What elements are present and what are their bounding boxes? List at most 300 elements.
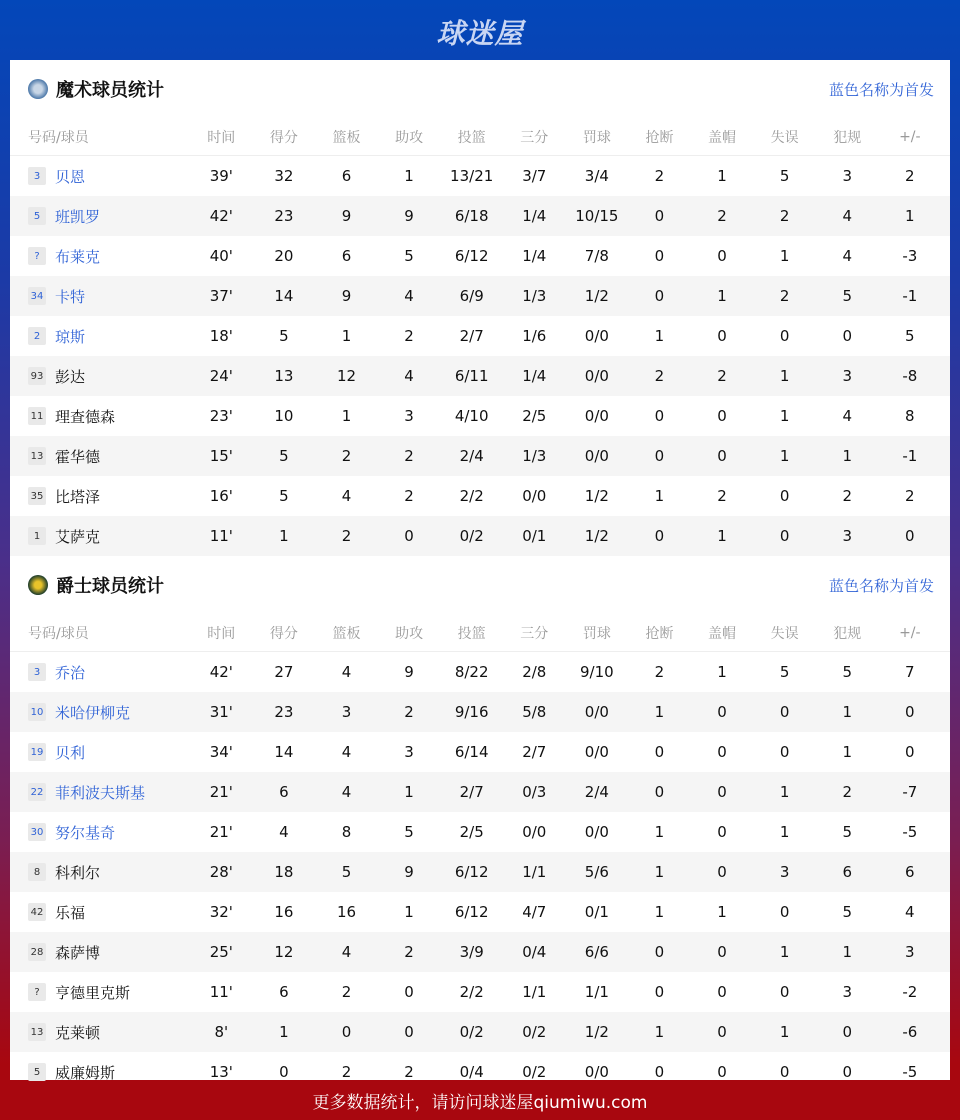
section-title: 爵士球员统计 [56,576,164,597]
stat-cell: 9 [404,207,414,225]
stat-cell: 4/10 [454,407,489,425]
player-cell [10,742,190,763]
jersey-icon: 19 [28,743,46,761]
stat-cell: 2 [404,943,414,961]
stat-cell: 18' [209,327,233,345]
stat-cell: 5 [842,287,852,305]
jersey-icon: ? [28,983,46,1001]
stat-cell: 5 [341,863,352,881]
jersey-icon: 35 [28,487,46,505]
stat-cell: 10 [274,407,294,425]
column-header: 时间 [207,625,236,642]
stat-cell: 18 [274,863,294,881]
stat-cell: 9 [341,287,352,305]
stat-cell: 1 [842,703,852,721]
column-header: 得分 [269,625,298,642]
stat-cell: 3 [341,703,352,721]
stat-cell: 6 [279,783,289,801]
stat-cell: 0 [717,783,727,801]
stat-cell: 7/8 [584,247,609,265]
stat-cell: 1 [717,663,727,681]
stat-cell: 2 [404,327,414,345]
stat-cell: 0/0 [522,823,547,841]
stat-cell: 5 [779,167,790,185]
column-header: 篮板 [332,625,361,642]
player-row[interactable] [10,196,950,236]
stat-cell: 1 [404,903,414,921]
stat-cell: 0/2 [522,1023,547,1041]
player-row[interactable] [10,276,950,316]
column-header: 三分 [520,129,549,146]
stat-cell: 2/2 [459,487,484,505]
stat-cell: 11' [209,527,233,545]
stat-cell: 13' [209,1063,233,1081]
stat-cell: 0 [717,407,727,425]
stat-cell: 0 [654,247,665,265]
stat-cell: 4 [279,823,289,841]
stat-cell: 0 [717,703,727,721]
stat-cell: 1 [717,903,727,921]
player-cell [10,702,190,723]
stat-cell: 12 [274,943,294,961]
stat-cell: 5 [279,487,289,505]
jersey-icon: 30 [28,823,46,841]
player-name[interactable]: 贝恩 [55,167,86,186]
stat-cell: 3 [842,527,852,545]
stat-cell: 1/4 [522,207,547,225]
team-section [10,556,950,1092]
stat-cell: 2 [341,527,352,545]
stat-cell: -5 [902,1063,918,1081]
column-header: 失误 [770,625,799,642]
column-header: 三分 [520,625,549,642]
stat-cell: 27 [274,663,294,681]
stat-cell: 1/4 [522,247,547,265]
stat-cell: 3/9 [459,943,484,961]
player-name[interactable]: 乔治 [55,663,86,682]
player-row[interactable] [10,396,950,436]
stat-cell: 1 [341,327,352,345]
jersey-icon: 8 [28,863,46,881]
player-cell [10,782,190,803]
team-logo-icon [28,575,48,595]
player-name[interactable]: 卡特 [55,287,86,306]
player-name[interactable]: 彭达 [55,367,86,386]
stat-cell: 39' [209,167,233,185]
stat-cell: 0 [779,903,790,921]
stat-cell: 20 [274,247,294,265]
stat-cell: 3 [842,983,852,1001]
stat-cell: 6/12 [454,863,489,881]
stat-cell: 0 [779,703,790,721]
player-cell [10,406,190,427]
player-name[interactable]: 亨德里克斯 [55,983,131,1002]
player-row[interactable] [10,732,950,772]
stat-cell: 4 [341,663,352,681]
column-header: 失误 [770,129,799,146]
stat-cell: 6/11 [454,367,489,385]
jersey-icon: 42 [28,903,46,921]
stat-cell: 1 [779,367,790,385]
stat-cell: 37' [209,287,233,305]
stat-cell: 0/0 [584,1063,609,1081]
stat-cell: 1 [779,823,790,841]
stat-cell: 0/3 [522,783,547,801]
stat-cell: 1/3 [522,287,547,305]
stat-cell: 0 [779,487,790,505]
stat-cell: 21' [209,823,233,841]
stat-cell: 0 [341,1023,352,1041]
stat-cell: -5 [902,823,918,841]
stat-cell: 2/8 [522,663,547,681]
player-row[interactable] [10,436,950,476]
jersey-icon: 34 [28,287,46,305]
stat-cell: 5 [842,903,852,921]
player-name[interactable]: 琼斯 [55,327,86,346]
stat-cell: 2/5 [459,823,484,841]
stat-cell: 23 [274,207,294,225]
stat-cell: 8 [905,407,915,425]
stat-cell: 9/16 [454,703,489,721]
stat-cell: 2 [654,367,665,385]
player-name[interactable]: 威廉姆斯 [55,1063,116,1082]
section-header [10,60,950,118]
stat-cell: 1 [779,407,790,425]
section-title: 魔术球员统计 [56,80,164,101]
stat-cell: 12 [336,367,357,385]
stat-cell: 4 [341,783,352,801]
stat-cell: 31' [209,703,233,721]
player-row[interactable] [10,692,950,732]
player-row[interactable] [10,852,950,892]
stat-cell: 0/0 [584,743,609,761]
stat-cell: 4 [842,407,852,425]
stat-cell: 0 [654,207,665,225]
stat-cell: 23' [209,407,233,425]
column-header: 犯规 [833,129,862,146]
jersey-icon: 3 [28,167,46,185]
stat-cell: 2 [341,1063,352,1081]
stat-cell: 0/4 [522,943,547,961]
player-row[interactable] [10,316,950,356]
stat-cell: 4 [341,487,352,505]
stat-cell: 2 [717,367,727,385]
player-name[interactable]: 霍华德 [55,447,101,466]
stat-cell: 0 [404,983,414,1001]
player-name[interactable]: 理查德森 [55,407,116,426]
column-header: +/- [899,624,921,641]
player-cell [10,662,190,683]
player-name[interactable]: 艾萨克 [55,527,101,546]
stat-cell: 6/9 [459,287,484,305]
stat-cell: 42' [209,663,233,681]
player-name[interactable]: 科利尔 [55,863,101,882]
stat-cell: 1 [654,823,665,841]
stat-cell: 5 [404,247,414,265]
player-cell [10,526,190,547]
column-header: 犯规 [833,625,862,642]
stat-cell: 0/1 [584,903,609,921]
player-row[interactable] [10,356,950,396]
stat-cell: 1 [717,527,727,545]
stat-cell: 4 [842,247,852,265]
stat-cell: 4 [905,903,915,921]
player-row[interactable] [10,812,950,852]
player-cell [10,486,190,507]
stat-cell: 10/15 [575,207,619,225]
stats-card [10,60,950,1080]
stat-cell: 2 [404,447,414,465]
player-cell [10,1022,190,1043]
stat-cell: 0/0 [584,703,609,721]
stat-cell: 6 [905,863,915,881]
stat-cell: 3 [404,407,414,425]
stat-cell: 8 [341,823,352,841]
stat-cell: 5 [779,663,790,681]
jersey-icon: 2 [28,327,46,345]
player-row[interactable] [10,772,950,812]
stat-cell: 0/1 [522,527,547,545]
stat-cell: 3 [842,167,852,185]
stat-cell: 2/4 [584,783,609,801]
stat-cell: 1 [779,247,790,265]
column-header: 时间 [207,129,236,146]
stat-cell: 0/0 [584,327,609,345]
stat-cell: 0 [779,1063,790,1081]
stat-cell: 4/7 [522,903,547,921]
stat-cell: 0/4 [459,1063,484,1081]
stat-cell: 0/0 [584,823,609,841]
player-row[interactable] [10,156,950,196]
player-cell [10,982,190,1003]
player-row[interactable] [10,1012,950,1052]
stat-cell: 0 [654,743,665,761]
stat-cell: 5 [842,663,852,681]
player-cell [10,446,190,467]
stat-cell: 2 [717,487,727,505]
stat-cell: 42' [209,207,233,225]
stat-cell: 0/2 [522,1063,547,1081]
stat-cell: 0 [654,983,665,1001]
jersey-icon: 1 [28,527,46,545]
player-row[interactable] [10,236,950,276]
column-header: 抢断 [645,129,674,146]
footer-text: 更多数据统计，请访问球迷屋qiumiwu.com [312,1092,648,1113]
player-row[interactable] [10,476,950,516]
stat-cell: 0 [654,527,665,545]
stat-cell: 2 [905,487,915,505]
stat-cell: 2/4 [459,447,484,465]
stat-cell: 4 [404,367,414,385]
player-name[interactable]: 布莱克 [55,247,101,266]
stat-cell: 16 [336,903,357,921]
stat-cell: 14 [274,743,294,761]
player-cell [10,822,190,843]
stat-cell: 4 [341,743,352,761]
stat-cell: 0 [654,1063,665,1081]
player-row[interactable] [10,972,950,1012]
stat-cell: 1 [279,527,289,545]
column-header: 投篮 [457,625,486,642]
player-row[interactable] [10,892,950,932]
stat-cell: 2 [905,167,915,185]
stat-cell: 6 [842,863,852,881]
stat-cell: 4 [404,287,414,305]
column-header: 得分 [269,129,298,146]
stat-cell: -1 [902,447,918,465]
stat-cell: 0 [717,247,727,265]
stat-cell: 0 [779,327,790,345]
column-header: 助攻 [395,129,424,146]
column-header: 罚球 [582,625,611,642]
stat-cell: 9 [341,207,352,225]
stat-cell: 1 [717,287,727,305]
stat-cell: 13/21 [450,167,494,185]
stat-cell: 4 [341,943,352,961]
table-header [10,614,950,652]
player-cell [10,286,190,307]
stat-cell: 1 [842,943,852,961]
stat-cell: 25' [209,943,233,961]
starter-note: 蓝色名称为首发 [828,80,934,99]
stat-cell: 0 [779,527,790,545]
stat-cell: 2 [842,487,852,505]
stat-cell: 0/2 [459,527,484,545]
jersey-icon: 11 [28,407,46,425]
jersey-icon: 28 [28,943,46,961]
stat-cell: 6 [279,983,289,1001]
stat-cell: 1 [279,1023,289,1041]
stat-cell: 3 [779,863,790,881]
stat-cell: 0 [654,943,665,961]
stat-cell: 2 [842,783,852,801]
stat-cell: 0 [905,743,915,761]
column-header: 号码/球员 [28,625,89,642]
jersey-icon: 13 [28,447,46,465]
column-header: 投篮 [457,129,486,146]
stat-cell: 8/22 [454,663,489,681]
stat-cell: 6/14 [454,743,489,761]
player-name[interactable]: 森萨博 [55,943,101,962]
player-name[interactable]: 克莱顿 [55,1023,101,1042]
jersey-icon: 5 [28,207,46,225]
stat-cell: 7 [905,663,915,681]
stat-cell: 0 [654,783,665,801]
stat-cell: 0 [717,743,727,761]
stat-cell: 1 [717,167,727,185]
jersey-icon: ? [28,247,46,265]
stat-cell: 0 [279,1063,289,1081]
stat-cell: 28' [209,863,233,881]
stat-cell: 24' [209,367,233,385]
stat-cell: 1 [341,407,352,425]
column-header: 盖帽 [708,625,737,642]
stat-cell: 1/4 [522,367,547,385]
stat-cell: 5 [905,327,915,345]
player-row[interactable] [10,652,950,692]
stat-cell: 5 [842,823,852,841]
player-name[interactable]: 班凯罗 [55,207,101,226]
stat-cell: 6 [341,247,352,265]
stat-cell: 0 [717,983,727,1001]
stat-cell: -1 [902,287,918,305]
stat-cell: 0 [717,447,727,465]
stat-cell: 9 [404,663,414,681]
stat-cell: 9 [404,863,414,881]
player-name[interactable]: 米哈伊柳克 [55,703,131,722]
stat-cell: -2 [902,983,918,1001]
player-name[interactable]: 贝利 [55,743,86,762]
player-row[interactable] [10,932,950,972]
stat-cell: 16' [209,487,233,505]
stat-cell: 11' [209,983,233,1001]
player-name[interactable]: 比塔泽 [55,487,101,506]
stat-cell: 2 [404,487,414,505]
stat-cell: 1/6 [522,327,547,345]
stat-cell: 1 [654,1023,665,1041]
stat-cell: 1 [779,943,790,961]
stat-cell: 6 [341,167,352,185]
jersey-icon: 22 [28,783,46,801]
jersey-icon: 13 [28,1023,46,1041]
stat-cell: 4 [842,207,852,225]
stat-cell: 2 [717,207,727,225]
stat-cell: 1/1 [522,863,547,881]
stat-cell: 0 [404,527,414,545]
stat-cell: 1/1 [584,983,609,1001]
stat-cell: 2 [341,983,352,1001]
column-header: +/- [899,128,921,145]
player-name[interactable]: 努尔基奇 [55,823,116,842]
player-cell [10,902,190,923]
stat-cell: 1 [654,487,665,505]
stat-cell: 15' [209,447,233,465]
stat-cell: 0 [905,703,915,721]
stat-cell: 1/2 [584,527,609,545]
stat-cell: 2 [654,167,665,185]
stat-cell: 16 [274,903,294,921]
player-name[interactable]: 乐福 [55,903,86,922]
stat-cell: 0 [842,327,852,345]
stat-cell: 0/0 [584,447,609,465]
stat-cell: 3 [842,367,852,385]
stat-cell: 6/12 [454,903,489,921]
stat-cell: 0 [717,823,727,841]
stat-cell: 1/3 [522,447,547,465]
column-header: 盖帽 [708,129,737,146]
column-header: 罚球 [582,129,611,146]
brand-logo: 球迷屋 [436,17,524,50]
stat-cell: 0 [654,407,665,425]
stat-cell: 0 [717,1023,727,1041]
stat-cell: 34' [209,743,233,761]
stat-cell: 0 [905,527,915,545]
player-cell [10,166,190,187]
stat-cell: 0 [654,287,665,305]
stat-cell: 0 [842,1023,852,1041]
player-name[interactable]: 菲利波夫斯基 [55,783,146,802]
stat-cell: 2/7 [522,743,547,761]
stat-cell: 1 [779,1023,790,1041]
stat-cell: 0 [717,943,727,961]
stat-cell: 1 [654,863,665,881]
stat-cell: 1 [905,207,915,225]
stat-cell: 3/4 [584,167,609,185]
player-row[interactable] [10,516,950,556]
stat-cell: 0 [717,1063,727,1081]
stat-cell: 3 [404,743,414,761]
stat-cell: 5 [404,823,414,841]
